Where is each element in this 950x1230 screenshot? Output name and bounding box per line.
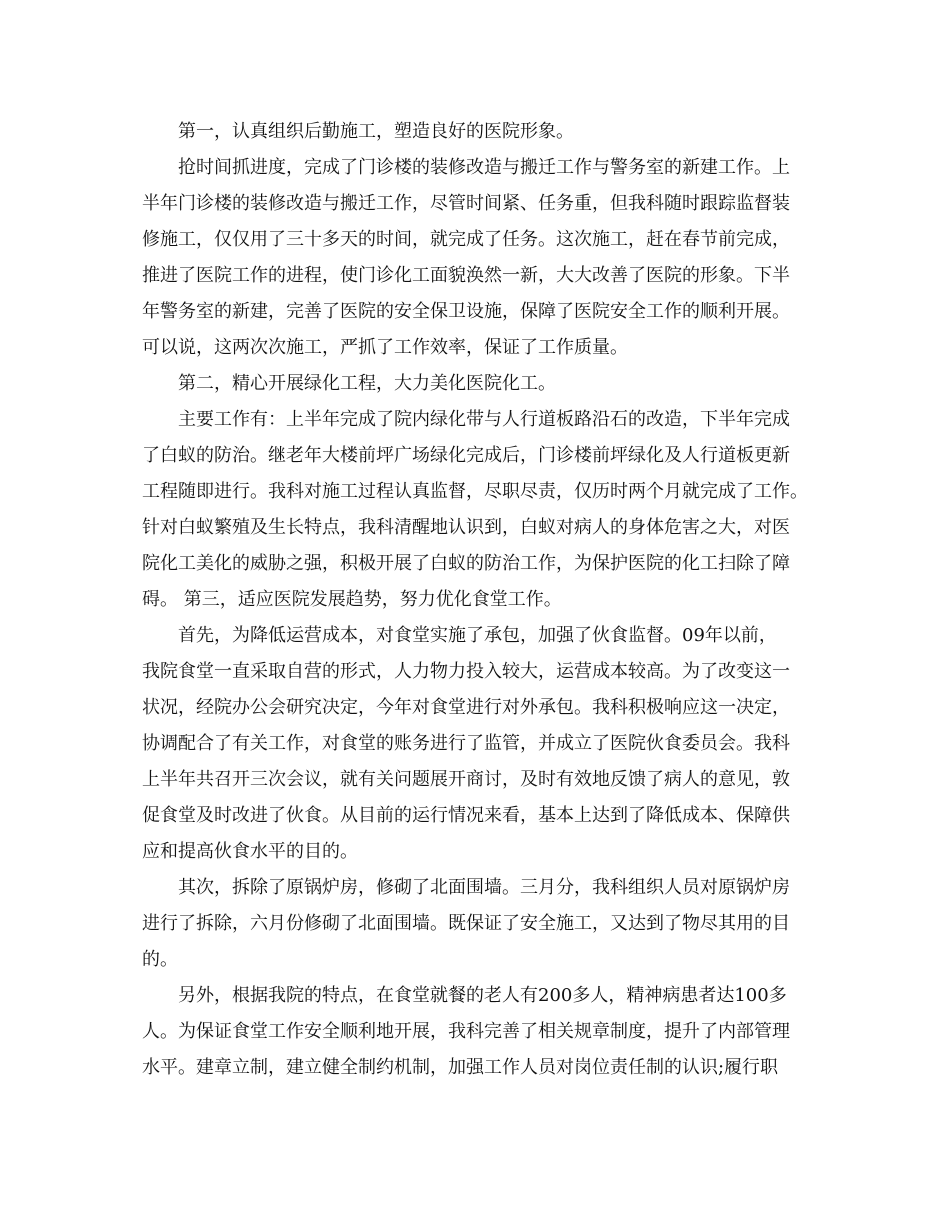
paragraph-line: 状况，经院办公会研究决定，今年对食堂进行对外承包。我科积极响应这一决定， [142, 697, 790, 718]
paragraph-line: 推进了医院工作的进程，使门诊化工面貌涣然一新，大大改善了医院的形象。下半 [142, 265, 790, 286]
paragraph-line: 协调配合了有关工作，对食堂的账务进行了监管，并成立了医院伙食委员会。我科 [142, 733, 790, 754]
paragraph-line: 的。 [142, 949, 178, 970]
paragraph-line: 院化工美化的威胁之强，积极开展了白蚁的防治工作，为保护医院的化工扫除了障 [142, 553, 790, 574]
paragraph-line: 水平。建章立制，建立健全制约机制，加强工作人员对岗位责任制的认识;履行职 [142, 1057, 779, 1078]
paragraph-line: 工程随即进行。我科对施工过程认真监督，尽职尽责，仅历时两个月就完成了工作。 [142, 481, 808, 502]
paragraph-line: 另外，根据我院的特点，在食堂就餐的老人有200多人，精神病患者达100多 [178, 985, 787, 1006]
paragraph-line: 可以说，这两次次施工，严抓了工作效率，保证了工作质量。 [142, 337, 628, 358]
paragraph-line: 进行了拆除，六月份修砌了北面围墙。既保证了安全施工，又达到了物尽其用的目 [142, 913, 790, 934]
paragraph-heading: 第二，精心开展绿化工程，大力美化医院化工。 [178, 373, 556, 394]
paragraph-line: 年警务室的新建，完善了医院的安全保卫设施，保障了医院安全工作的顺利开展。 [142, 301, 790, 322]
paragraph-line: 半年门诊楼的装修改造与搬迁工作，尽管时间紧、任务重，但我科随时跟踪监督装 [142, 193, 790, 214]
paragraph-line: 主要工作有：上半年完成了院内绿化带与人行道板路沿石的改造，下半年完成 [178, 409, 790, 430]
paragraph-line: 首先，为降低运营成本，对食堂实施了承包，加强了伙食监督。09年以前， [178, 625, 777, 646]
paragraph-line: 其次，拆除了原锅炉房，修砌了北面围墙。三月分，我科组织人员对原锅炉房 [178, 877, 790, 898]
paragraph-line: 应和提高伙食水平的目的。 [142, 841, 358, 862]
paragraph-line: 抢时间抓进度，完成了门诊楼的装修改造与搬迁工作与警务室的新建工作。上 [178, 157, 790, 178]
paragraph-line: 针对白蚁繁殖及生长特点，我科清醒地认识到，白蚁对病人的身体危害之大，对医 [142, 517, 790, 538]
paragraph-line: 人。为保证食堂工作安全顺利地开展，我科完善了相关规章制度，提升了内部管理 [142, 1021, 790, 1042]
paragraph-line: 上半年共召开三次会议，就有关问题展开商讨，及时有效地反馈了病人的意见，敦 [142, 769, 790, 790]
paragraph-line: 我院食堂一直采取自营的形式，人力物力投入较大，运营成本较高。为了改变这一 [142, 661, 790, 682]
document-body [142, 114, 822, 1086]
paragraph-line: 了白蚁的防治。继老年大楼前坪广场绿化完成后，门诊楼前坪绿化及人行道板更新 [142, 445, 790, 466]
paragraph-heading: 第一，认真组织后勤施工，塑造良好的医院形象。 [178, 121, 574, 142]
paragraph-line: 碍。 第三，适应医院发展趋势，努力优化食堂工作。 [142, 589, 562, 610]
paragraph-line: 修施工，仅仅用了三十多天的时间，就完成了任务。这次施工，赶在春节前完成， [142, 229, 790, 250]
paragraph-line: 促食堂及时改进了伙食。从目前的运行情况来看，基本上达到了降低成本、保障供 [142, 805, 790, 826]
